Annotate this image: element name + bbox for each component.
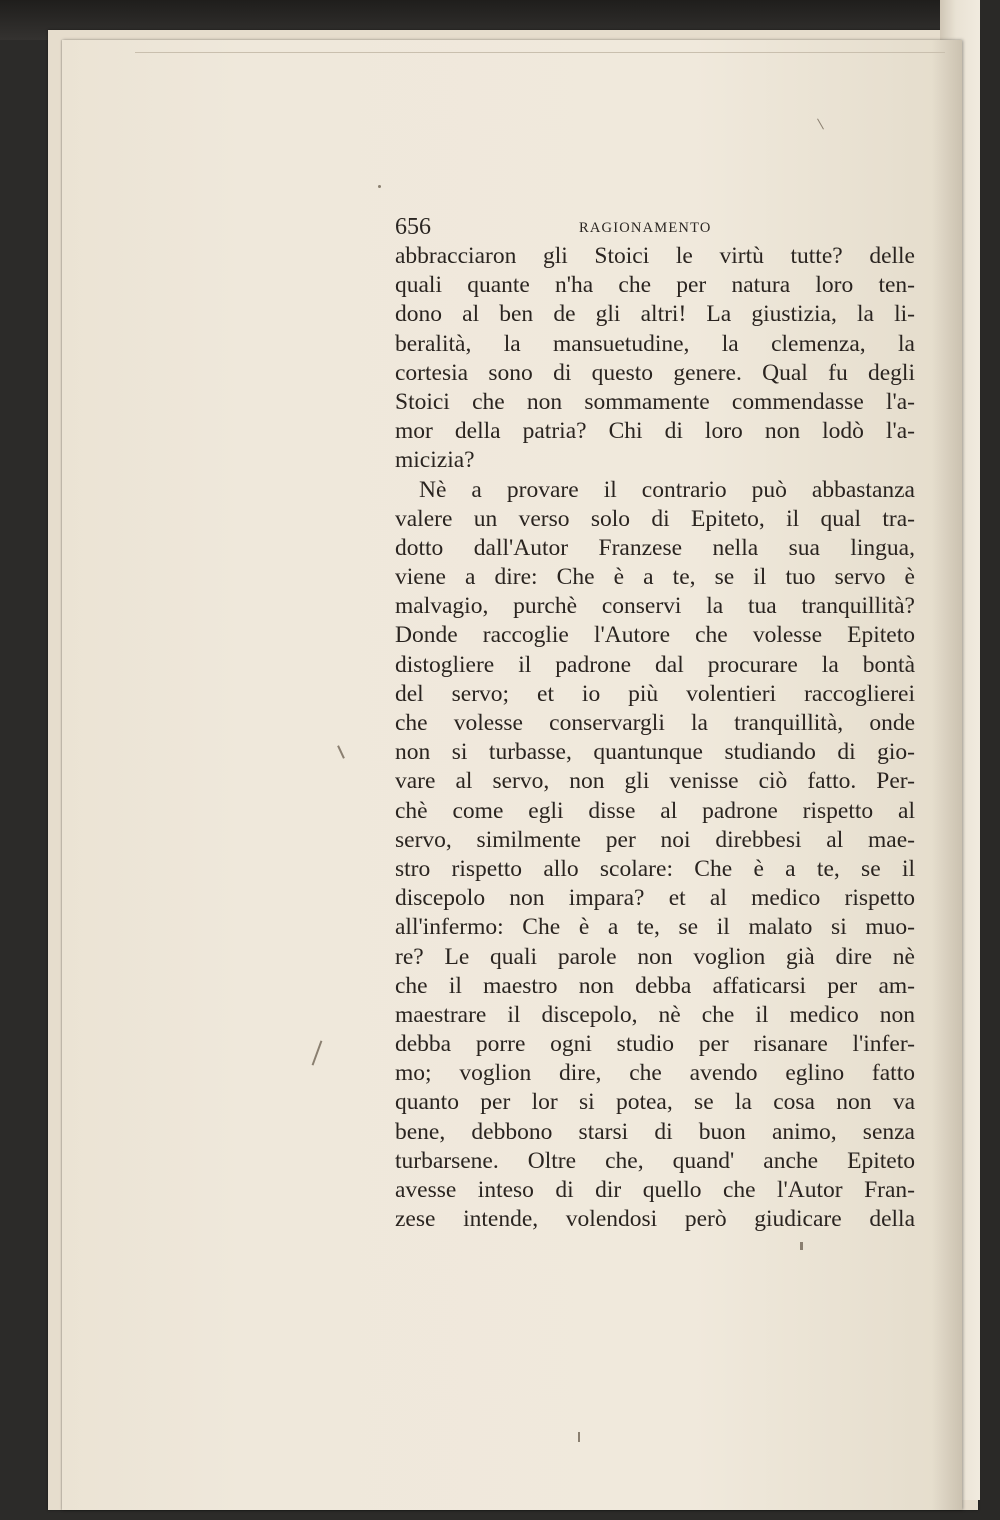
text-line: micizia? bbox=[395, 447, 475, 474]
text-line: che volesse conservargli la tranquillità, onde bbox=[395, 710, 915, 736]
gutter-shadow bbox=[932, 40, 962, 1510]
text-line: viene a dire: Che è a te, se il tuo servo è bbox=[395, 564, 915, 591]
text-line: bene, debbono starsi di buon animo, senza bbox=[395, 1118, 915, 1145]
text-line: debba porre ogni studio per risanare l'infer- bbox=[395, 1031, 915, 1058]
text-line: che il maestro non debba affaticarsi per am- bbox=[395, 972, 915, 999]
text-line: discepolo non impara? et al medico rispetto bbox=[395, 885, 915, 912]
text-line: Stoici che non sommamente commendasse l'a- bbox=[395, 388, 915, 415]
text-line: non si turbasse, quantunque studiando di gio- bbox=[395, 739, 915, 766]
paper-speck bbox=[800, 1242, 803, 1250]
text-line: maestrare il discepolo, nè che il medico non bbox=[395, 1001, 915, 1028]
text-line: zese intende, volendosi però giudicare della bbox=[395, 1206, 915, 1233]
text-line: beralità, la mansuetudine, la clemenza, la bbox=[395, 330, 915, 357]
text-line: vare al servo, non gli venisse ciò fatto. Per- bbox=[395, 768, 915, 795]
body-text bbox=[395, 242, 915, 1234]
text-line: dono al ben de gli altri! La giustizia, la li- bbox=[395, 301, 915, 328]
text-line: mo; voglion dire, che avendo eglino fatto bbox=[395, 1060, 915, 1087]
text-line: dotto dall'Autor Franzese nella sua lingua, bbox=[395, 534, 915, 561]
text-line: cortesia sono di questo genere. Qual fu degli bbox=[395, 359, 915, 386]
text-line: Donde raccoglie l'Autore che volesse Epiteto bbox=[395, 622, 915, 649]
text-line: abbracciaron gli Stoici le virtù tutte? delle bbox=[395, 243, 915, 269]
paper-speck bbox=[578, 1432, 580, 1442]
text-line: all'infermo: Che è a te, se il malato si muo- bbox=[395, 914, 915, 941]
text-line: malvagio, purchè conservi la tua tranquillità? bbox=[395, 593, 915, 620]
text-line: chè come egli disse al padrone rispetto al bbox=[395, 797, 915, 824]
text-line: turbarsene. Oltre che, quand' anche Epiteto bbox=[395, 1147, 915, 1174]
leaf-edge-line bbox=[135, 52, 945, 53]
text-line: servo, similmente per noi direbbesi al mae- bbox=[395, 826, 915, 853]
text-line: mor della patria? Chi di loro non lodò l'a- bbox=[395, 418, 915, 445]
text-line: quali quante n'ha che per natura loro ten- bbox=[395, 272, 915, 299]
text-line: re? Le quali parole non voglion già dire nè bbox=[395, 943, 915, 970]
text-line: quanto per lor si potea, se la cosa non va bbox=[395, 1089, 915, 1116]
text-line: valere un verso solo di Epiteto, il qual tra- bbox=[395, 505, 915, 532]
page-number: 656 bbox=[395, 214, 431, 240]
text-line-paragraph-start: Nè a provare il contrario può abbastanza bbox=[419, 476, 915, 503]
running-title: RAGIONAMENTO bbox=[579, 220, 712, 236]
paper-speck bbox=[378, 185, 381, 188]
text-line: avesse inteso di dir quello che l'Autor Fran- bbox=[395, 1177, 915, 1203]
text-line: del servo; et io più volentieri raccoglierei bbox=[395, 680, 915, 707]
page-header bbox=[395, 212, 915, 246]
text-line: stro rispetto allo scolare: Che è a te, se il bbox=[395, 855, 915, 882]
text-line: distogliere il padrone dal procurare la bontà bbox=[395, 651, 915, 678]
